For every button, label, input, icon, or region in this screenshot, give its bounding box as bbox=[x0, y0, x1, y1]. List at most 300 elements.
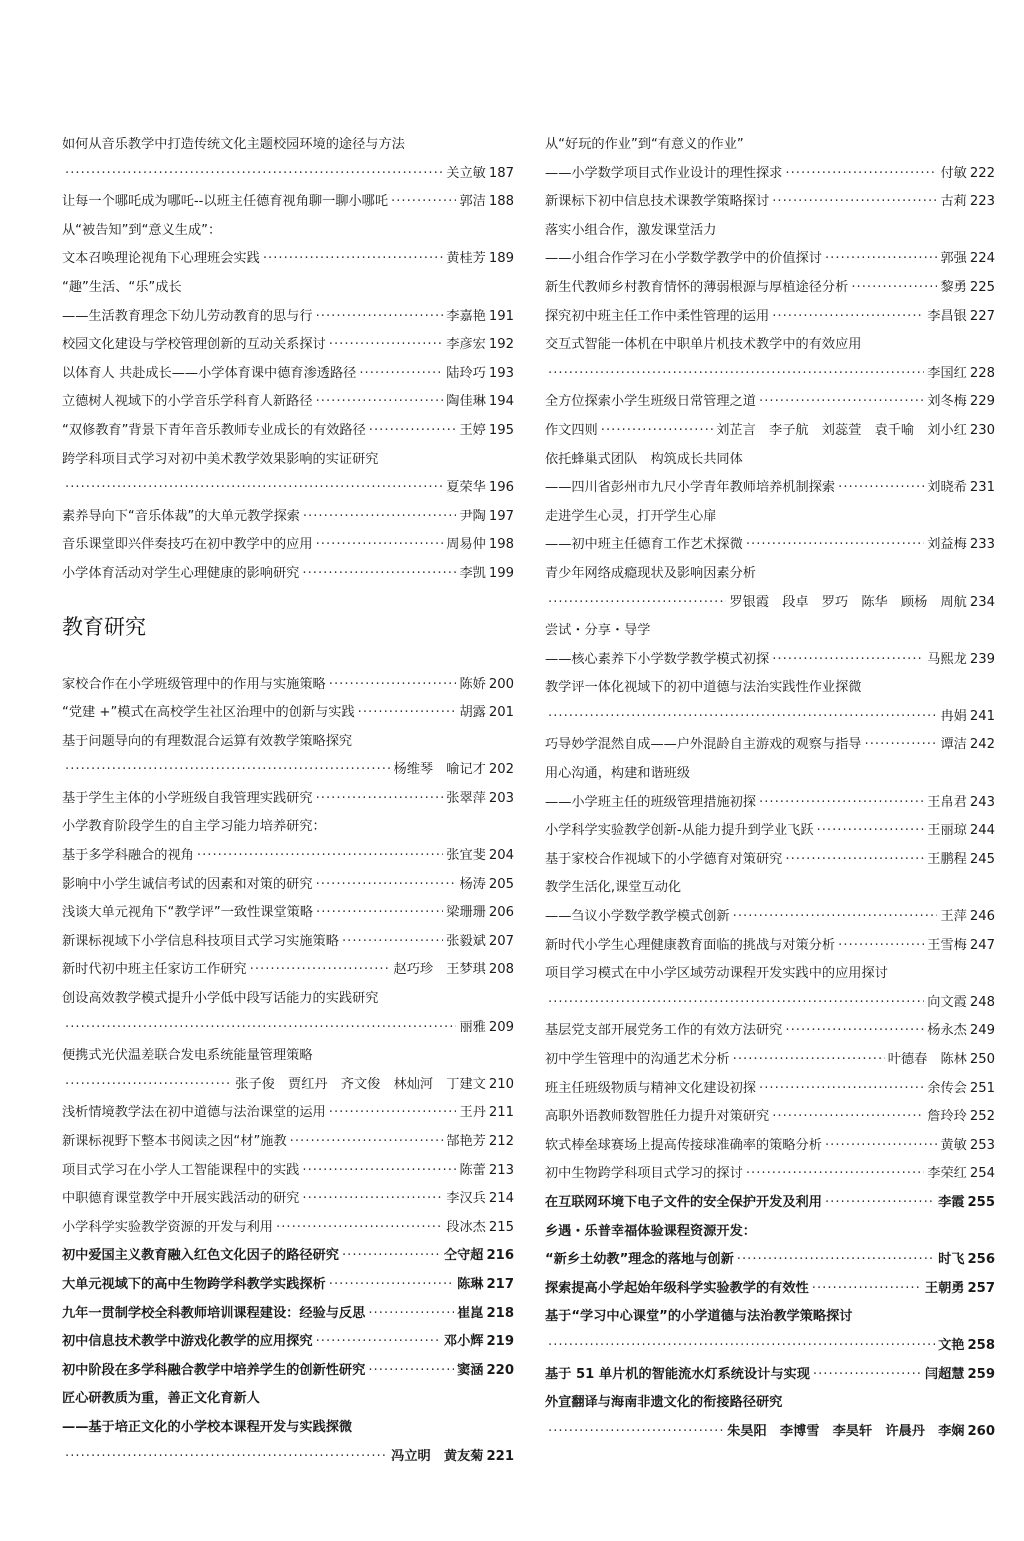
entry-page-number: 245 bbox=[969, 851, 995, 867]
toc-entry bbox=[62, 217, 514, 246]
entry-author: 付敏 bbox=[940, 165, 967, 181]
entry-title: ——初中班主任德育工作艺术探微 bbox=[545, 537, 743, 553]
entry-title: 交互式智能一体机在中职单片机技术教学中的有效应用 bbox=[545, 337, 862, 353]
entry-author: 仝守超 bbox=[443, 1248, 484, 1264]
toc-entry bbox=[545, 160, 995, 189]
entry-page-number: 244 bbox=[969, 823, 995, 839]
dot-leader bbox=[785, 160, 937, 189]
entry-title: 尝试・分享・导学 bbox=[545, 623, 651, 639]
entry-page-number: 247 bbox=[969, 937, 995, 953]
entry-author: 罗银霞 段卓 罗巧 陈华 顾杨 周航 bbox=[729, 594, 967, 610]
entry-author: 刘晓希 bbox=[927, 480, 967, 496]
toc-entry bbox=[545, 703, 995, 732]
entry-title: ——小学数学项目式作业设计的理性探求 bbox=[545, 165, 783, 181]
entry-page-number: 217 bbox=[486, 1276, 514, 1292]
toc-entry bbox=[62, 188, 514, 217]
entry-title: 从“被告知”到“意义生成”： bbox=[62, 222, 222, 238]
toc-entry bbox=[62, 785, 514, 814]
entry-title: 乡遇・乐普幸福体验课程资源开发： bbox=[545, 1223, 756, 1239]
entry-author: 丽雅 bbox=[459, 1019, 486, 1035]
dot-leader bbox=[316, 1328, 441, 1357]
entry-title: 九年一贯制学校全科教师培训课程建设：经验与反思 bbox=[62, 1305, 366, 1321]
dot-leader bbox=[548, 360, 924, 389]
toc-entry bbox=[62, 699, 514, 728]
entry-title: 基于家校合作视域下的小学德育对策研究 bbox=[545, 851, 783, 867]
entry-author: 王婷 bbox=[459, 422, 486, 438]
entry-page-number: 254 bbox=[969, 1166, 995, 1182]
entry-title: 浅谈大单元视角下“教学评”一致性课堂策略 bbox=[62, 905, 314, 921]
entry-page-number: 203 bbox=[488, 790, 514, 806]
toc-entry bbox=[545, 789, 995, 818]
entry-title: 小学科学实验教学资源的开发与利用 bbox=[62, 1219, 273, 1235]
dot-leader bbox=[263, 245, 443, 274]
toc-entry bbox=[62, 871, 514, 900]
entry-title: 初中信息技术教学中游戏化教学的应用探究 bbox=[62, 1334, 313, 1350]
dot-leader bbox=[342, 928, 443, 957]
entry-page-number: 223 bbox=[969, 194, 995, 210]
toc-entry bbox=[62, 1128, 514, 1157]
entry-page-number: 221 bbox=[486, 1448, 514, 1464]
toc-entry bbox=[545, 731, 995, 760]
entry-title: 新课标视野下整本书阅读之因“材”施教 bbox=[62, 1134, 287, 1149]
entry-author: 时飞 bbox=[938, 1252, 965, 1268]
entry-author: 尹陶 bbox=[459, 508, 486, 524]
entry-title: 小学教育阶段学生的自主学习能力培养研究： bbox=[62, 819, 326, 835]
entry-title: 新课标视域下小学信息科技项目式学习实施策略 bbox=[62, 933, 339, 949]
dot-leader bbox=[825, 1132, 938, 1161]
toc-entry bbox=[62, 1328, 514, 1357]
entry-author: 李汉兵 bbox=[446, 1191, 486, 1207]
toc-entry bbox=[62, 303, 514, 332]
dot-leader bbox=[772, 303, 924, 332]
entry-page-number: 220 bbox=[486, 1362, 514, 1378]
entry-title: 落实小组合作，激发课堂活力 bbox=[545, 222, 717, 238]
entry-author: 王朝勇 bbox=[924, 1280, 965, 1296]
entry-page-number: 227 bbox=[969, 308, 995, 324]
entry-title: “新乡土幼教”理念的落地与创新 bbox=[545, 1252, 734, 1268]
dot-leader bbox=[838, 932, 924, 961]
toc-entry bbox=[545, 989, 995, 1018]
entry-page-number: 218 bbox=[486, 1305, 514, 1321]
toc-entry bbox=[545, 388, 995, 417]
toc-list-bottom bbox=[62, 671, 514, 1472]
entry-title: 校园文化建设与学校管理创新的互动关系探讨 bbox=[62, 337, 326, 353]
toc-entry bbox=[62, 728, 514, 757]
dot-leader bbox=[838, 474, 924, 503]
entry-page-number: 216 bbox=[486, 1248, 514, 1264]
entry-title: 音乐课堂即兴伴奏技巧在初中教学中的应用 bbox=[62, 537, 313, 553]
dot-leader bbox=[737, 1246, 935, 1275]
entry-title: 基于“学习中心课堂”的小学道德与法治教学策略探讨 bbox=[545, 1309, 853, 1325]
toc-entry bbox=[62, 1214, 514, 1243]
entry-author: 杨涛 bbox=[459, 876, 486, 892]
toc-entry bbox=[545, 760, 995, 789]
entry-page-number: 210 bbox=[488, 1076, 514, 1092]
entry-page-number: 209 bbox=[488, 1019, 514, 1035]
entry-page-number: 225 bbox=[969, 279, 995, 295]
toc-entry bbox=[62, 131, 514, 160]
entry-author: 胡露 bbox=[459, 705, 486, 721]
entry-page-number: 252 bbox=[969, 1109, 995, 1125]
entry-author: 郜艳芳 bbox=[446, 1134, 486, 1149]
dot-leader bbox=[548, 989, 924, 1018]
toc-entry bbox=[545, 960, 995, 989]
entry-author: 向文霞 bbox=[927, 994, 967, 1010]
toc-entry bbox=[545, 1017, 995, 1046]
toc-entry bbox=[545, 217, 995, 246]
entry-author: 王鹏程 bbox=[927, 851, 967, 867]
toc-entry bbox=[545, 131, 995, 160]
entry-title: 创设高效教学模式提升小学低中段写话能力的实践研究 bbox=[62, 991, 379, 1007]
toc-entry bbox=[62, 560, 514, 589]
entry-author: 周易仲 bbox=[446, 537, 486, 553]
entry-author: 刘益梅 bbox=[927, 537, 967, 553]
entry-author: 陆玲巧 bbox=[446, 365, 486, 381]
toc-entry bbox=[545, 617, 995, 646]
entry-title: 家校合作在小学班级管理中的作用与实施策略 bbox=[62, 676, 326, 692]
dot-leader bbox=[785, 1017, 924, 1046]
toc-entry bbox=[545, 817, 995, 846]
section-title-education-research: 教育研究 bbox=[62, 614, 146, 639]
entry-page-number: 215 bbox=[488, 1219, 514, 1235]
entry-author: 邓小辉 bbox=[443, 1334, 484, 1350]
dot-leader bbox=[733, 903, 938, 932]
entry-page-number: 207 bbox=[488, 933, 514, 949]
entry-title: 班主任班级物质与精神文化建设初探 bbox=[545, 1080, 756, 1096]
toc-entry bbox=[545, 560, 995, 589]
toc-entry bbox=[62, 1443, 514, 1472]
entry-page-number: 188 bbox=[488, 194, 514, 210]
dot-leader bbox=[746, 531, 924, 560]
entry-title: 新生代教师乡村教育情怀的薄弱根源与厚植途径分析 bbox=[545, 279, 849, 295]
dot-leader bbox=[548, 1418, 724, 1447]
dot-leader bbox=[759, 1075, 924, 1104]
entry-page-number: 253 bbox=[969, 1137, 995, 1153]
entry-title: 文本召唤理论视角下心理班会实践 bbox=[62, 251, 260, 267]
entry-page-number: 233 bbox=[969, 537, 995, 553]
toc-entry bbox=[62, 446, 514, 475]
entry-title: 基于学生主体的小学班级自我管理实践研究 bbox=[62, 790, 313, 806]
dot-leader bbox=[302, 1157, 456, 1186]
entry-title: 大单元视域下的高中生物跨学科教学实践探析 bbox=[62, 1276, 326, 1292]
entry-author: 李霞 bbox=[938, 1194, 965, 1210]
entry-page-number: 250 bbox=[969, 1052, 995, 1067]
entry-author: 郭强 bbox=[940, 251, 967, 267]
entry-author: 郭洁 bbox=[459, 194, 486, 210]
entry-title: 素养导向下“音乐体裁”的大单元教学探索 bbox=[62, 508, 300, 524]
dot-leader bbox=[812, 1275, 922, 1304]
toc-entry bbox=[62, 1385, 514, 1414]
dot-leader bbox=[302, 1185, 443, 1214]
entry-author: 杨维琴 喻记才 bbox=[393, 762, 486, 778]
entry-page-number: 257 bbox=[967, 1280, 995, 1296]
toc-entry bbox=[62, 1242, 514, 1271]
dot-leader bbox=[250, 956, 391, 985]
toc-entry bbox=[62, 842, 514, 871]
entry-page-number: 189 bbox=[488, 251, 514, 267]
entry-page-number: 259 bbox=[967, 1366, 995, 1382]
toc-entry bbox=[62, 1185, 514, 1214]
entry-author: 李荣红 bbox=[927, 1166, 967, 1182]
dot-leader bbox=[851, 274, 937, 303]
dot-leader bbox=[197, 842, 443, 871]
toc-entry bbox=[62, 417, 514, 446]
entry-title: 初中生物跨学科项目式学习的探讨 bbox=[545, 1166, 743, 1182]
entry-title: 如何从音乐教学中打造传统文化主题校园环境的途径与方法 bbox=[62, 137, 405, 152]
entry-author: 陶佳琳 bbox=[446, 394, 486, 410]
entry-author: 张子俊 贾红丹 齐文俊 林灿河 丁建文 bbox=[235, 1076, 486, 1092]
toc-list-top bbox=[62, 131, 514, 589]
entry-author: 冯立明 黄友菊 bbox=[391, 1448, 484, 1464]
toc-entry bbox=[545, 1361, 995, 1390]
dot-leader bbox=[746, 1160, 924, 1189]
entry-title: 外宣翻译与海南非遗文化的衔接路径研究 bbox=[545, 1395, 783, 1411]
dot-leader bbox=[548, 703, 937, 732]
dot-leader bbox=[316, 785, 444, 814]
toc-entry bbox=[545, 1332, 995, 1361]
entry-title: 基于多学科融合的视角 bbox=[62, 848, 194, 864]
toc-entry bbox=[62, 756, 514, 785]
dot-leader bbox=[817, 817, 925, 846]
dot-leader bbox=[772, 188, 937, 217]
entry-author: 陈琳 bbox=[457, 1276, 484, 1292]
dot-leader bbox=[276, 1214, 443, 1243]
entry-page-number: 201 bbox=[488, 705, 514, 721]
dot-leader bbox=[290, 1128, 444, 1157]
entry-page-number: 229 bbox=[969, 394, 995, 410]
toc-entry bbox=[62, 985, 514, 1014]
toc-entry bbox=[545, 874, 995, 903]
toc-entry bbox=[545, 531, 995, 560]
entry-author: 黎勇 bbox=[940, 279, 967, 295]
toc-entry bbox=[62, 1014, 514, 1043]
entry-page-number: 208 bbox=[488, 962, 514, 978]
toc-entry bbox=[545, 1303, 995, 1332]
entry-page-number: 195 bbox=[488, 422, 514, 438]
dot-leader bbox=[601, 417, 714, 446]
entry-title: ——基于培正文化的小学校本课程开发与实践探微 bbox=[62, 1419, 353, 1435]
entry-title: 探究初中班主任工作中柔性管理的运用 bbox=[545, 308, 770, 324]
entry-author: 杨永杰 bbox=[927, 1023, 967, 1039]
toc-entry bbox=[62, 474, 514, 503]
entry-title: ——四川省彭州市九尺小学青年教师培养机制探索 bbox=[545, 480, 836, 496]
toc-entry bbox=[62, 1099, 514, 1128]
entry-author: 李凯 bbox=[459, 565, 486, 581]
entry-title: ——核心素养下小学数学教学模式初探 bbox=[545, 651, 770, 667]
toc-entry bbox=[545, 1103, 995, 1132]
entry-page-number: 234 bbox=[969, 594, 995, 610]
toc-entry bbox=[62, 503, 514, 532]
dot-leader bbox=[65, 1443, 388, 1472]
entry-page-number: 239 bbox=[969, 651, 995, 667]
entry-page-number: 260 bbox=[967, 1423, 995, 1439]
toc-entry bbox=[62, 388, 514, 417]
dot-leader bbox=[303, 503, 457, 532]
entry-author: 詹玲玲 bbox=[927, 1109, 967, 1125]
entry-page-number: 230 bbox=[969, 422, 995, 438]
toc-entry bbox=[62, 1271, 514, 1300]
entry-page-number: 193 bbox=[488, 365, 514, 381]
entry-page-number: 198 bbox=[488, 537, 514, 553]
toc-entry bbox=[545, 303, 995, 332]
toc-entry bbox=[545, 1218, 995, 1247]
entry-author: 叶德春 陈林 bbox=[887, 1052, 967, 1067]
toc-entry bbox=[62, 531, 514, 560]
toc-entry bbox=[545, 188, 995, 217]
entry-title: “党建 +”模式在高校学生社区治理中的创新与实践 bbox=[62, 705, 355, 721]
entry-title: 初中阶段在多学科融合教学中培养学生的创新性研究 bbox=[62, 1362, 366, 1378]
entry-title: 巧导妙学混然自成——户外混龄自主游戏的观察与指导 bbox=[545, 737, 862, 753]
toc-entry bbox=[62, 1357, 514, 1386]
dot-leader bbox=[368, 1357, 454, 1386]
entry-author: 黄桂芳 bbox=[446, 251, 486, 267]
toc-entry bbox=[62, 956, 514, 985]
entry-title: ——生活教育理念下幼儿劳动教育的思与行 bbox=[62, 308, 313, 324]
toc-entry bbox=[545, 1246, 995, 1275]
dot-leader bbox=[329, 1271, 454, 1300]
entry-author: 张毅斌 bbox=[446, 933, 486, 949]
dot-leader bbox=[316, 899, 443, 928]
entry-author: 梁珊珊 bbox=[446, 905, 486, 921]
entry-title: 新课标下初中信息技术课教学策略探讨 bbox=[545, 194, 770, 210]
entry-title: 走进学生心灵，打开学生心扉 bbox=[545, 508, 717, 524]
entry-page-number: 197 bbox=[488, 508, 514, 524]
dot-leader bbox=[772, 646, 924, 675]
dot-leader bbox=[316, 871, 457, 900]
entry-author: 赵巧珍 王梦琪 bbox=[393, 962, 486, 978]
entry-author: 刘芷言 李子航 刘蕊萱 袁千喻 刘小红 bbox=[716, 422, 967, 438]
entry-author: 张宜斐 bbox=[446, 848, 486, 864]
entry-title: 让每一个哪吒成为哪吒--以班主任德育视角聊一聊小哪吒 bbox=[62, 194, 389, 210]
entry-page-number: 243 bbox=[969, 794, 995, 810]
entry-title: 项目式学习在小学人工智能课程中的实践 bbox=[62, 1162, 300, 1178]
entry-title: 用心沟通，构建和谐班级 bbox=[545, 766, 691, 782]
dot-leader bbox=[329, 671, 457, 700]
entry-author: 谭洁 bbox=[940, 737, 967, 753]
dot-leader bbox=[865, 731, 938, 760]
entry-author: 余传会 bbox=[927, 1080, 967, 1096]
entry-title: 初中爱国主义教育融入红色文化因子的路径研究 bbox=[62, 1248, 339, 1264]
entry-page-number: 256 bbox=[967, 1252, 995, 1268]
entry-title: 立德树人视域下的小学音乐学科育人新路径 bbox=[62, 394, 313, 410]
entry-author: 陈蕾 bbox=[459, 1162, 486, 1178]
entry-title: 高职外语教师数智胜任力提升对策研究 bbox=[545, 1109, 770, 1125]
toc-entry bbox=[545, 589, 995, 618]
entry-page-number: 199 bbox=[488, 565, 514, 581]
dot-leader bbox=[772, 1103, 924, 1132]
entry-title: 便携式光伏温差联合发电系统能量管理策略 bbox=[62, 1048, 313, 1064]
dot-leader bbox=[65, 756, 391, 785]
entry-author: 李昌银 bbox=[927, 308, 967, 324]
entry-title: 新时代小学生心理健康教育面临的挑战与对策分析 bbox=[545, 937, 836, 953]
entry-author: 张翠萍 bbox=[446, 790, 486, 806]
entry-page-number: 194 bbox=[488, 394, 514, 410]
entry-title: 依托蜂巢式团队 构筑成长共同体 bbox=[545, 451, 743, 467]
dot-leader bbox=[548, 589, 726, 618]
entry-author: 朱昊阳 李博雪 李昊轩 许晨丹 李娴 bbox=[727, 1423, 965, 1439]
dot-leader bbox=[342, 1242, 441, 1271]
entry-title: 影响中小学生诚信考试的因素和对策的研究 bbox=[62, 876, 313, 892]
toc-entry bbox=[62, 1157, 514, 1186]
entry-page-number: 205 bbox=[488, 876, 514, 892]
entry-author: 王萍 bbox=[940, 909, 967, 925]
toc-entry bbox=[545, 1389, 995, 1418]
entry-page-number: 248 bbox=[969, 994, 995, 1010]
entry-page-number: 242 bbox=[969, 737, 995, 753]
toc-entry bbox=[62, 813, 514, 842]
entry-author: 闫超慧 bbox=[924, 1366, 965, 1382]
dot-leader bbox=[316, 388, 444, 417]
toc-entry bbox=[545, 932, 995, 961]
toc-entry bbox=[545, 846, 995, 875]
toc-entry bbox=[545, 1132, 995, 1161]
entry-page-number: 219 bbox=[486, 1334, 514, 1350]
entry-title: 从“好玩的作业”到“有意义的作业” bbox=[545, 137, 744, 152]
toc-entry bbox=[62, 899, 514, 928]
entry-page-number: 255 bbox=[967, 1194, 995, 1210]
entry-author: 黄敏 bbox=[940, 1137, 967, 1153]
dot-leader bbox=[329, 331, 444, 360]
entry-author: 夏荣华 bbox=[446, 480, 486, 496]
dot-leader bbox=[813, 1361, 922, 1390]
entry-author: 王雪梅 bbox=[927, 937, 967, 953]
entry-author: 窦涵 bbox=[457, 1362, 484, 1378]
entry-author: 冉娟 bbox=[940, 708, 967, 724]
entry-title: 基于 51 单片机的智能流水灯系统设计与实现 bbox=[545, 1366, 810, 1382]
entry-title: 教学生活化,课堂互动化 bbox=[545, 880, 682, 896]
entry-title: 浅析情境教学法在初中道德与法治课堂的运用 bbox=[62, 1105, 326, 1121]
entry-page-number: 211 bbox=[488, 1105, 514, 1121]
entry-author: 李彦宏 bbox=[446, 337, 486, 353]
entry-author: 王丹 bbox=[459, 1105, 486, 1121]
dot-leader bbox=[359, 360, 443, 389]
toc-entry bbox=[62, 360, 514, 389]
entry-title: 教学评一体化视域下的初中道德与法治实践性作业探微 bbox=[545, 680, 862, 696]
toc-entry bbox=[545, 1189, 995, 1218]
toc-entry bbox=[62, 1071, 514, 1100]
entry-page-number: 251 bbox=[969, 1080, 995, 1096]
toc-entry bbox=[545, 245, 995, 274]
entry-title: 小学科学实验教学创新-从能力提升到学业飞跃 bbox=[545, 823, 814, 839]
toc-entry bbox=[62, 274, 514, 303]
entry-title: 全方位探索小学生班级日常管理之道 bbox=[545, 394, 756, 410]
entry-author: 古莉 bbox=[940, 194, 967, 210]
toc-entry bbox=[545, 331, 995, 360]
dot-leader bbox=[825, 1189, 935, 1218]
entry-page-number: 222 bbox=[969, 165, 995, 181]
toc-entry bbox=[545, 474, 995, 503]
toc-entry bbox=[62, 1042, 514, 1071]
dot-leader bbox=[65, 1071, 232, 1100]
dot-leader bbox=[316, 303, 444, 332]
toc-entry bbox=[545, 446, 995, 475]
entry-title: ——刍议小学数学教学模式创新 bbox=[545, 909, 730, 925]
toc-entry bbox=[545, 1075, 995, 1104]
entry-title: 探索提高小学起始年级科学实验教学的有效性 bbox=[545, 1280, 809, 1296]
entry-page-number: 212 bbox=[488, 1134, 514, 1149]
dot-leader bbox=[65, 1014, 456, 1043]
entry-author: 刘冬梅 bbox=[927, 394, 967, 410]
toc-entry bbox=[545, 1160, 995, 1189]
dot-leader bbox=[825, 245, 938, 274]
entry-page-number: 249 bbox=[969, 1023, 995, 1039]
entry-author: 马熙龙 bbox=[927, 651, 967, 667]
dot-leader bbox=[785, 846, 924, 875]
entry-title: 软式棒垒球赛场上提高传接球准确率的策略分析 bbox=[545, 1137, 822, 1153]
entry-page-number: 200 bbox=[488, 676, 514, 692]
entry-title: ——小学班主任的班级管理措施初探 bbox=[545, 794, 756, 810]
toc-entry bbox=[545, 360, 995, 389]
